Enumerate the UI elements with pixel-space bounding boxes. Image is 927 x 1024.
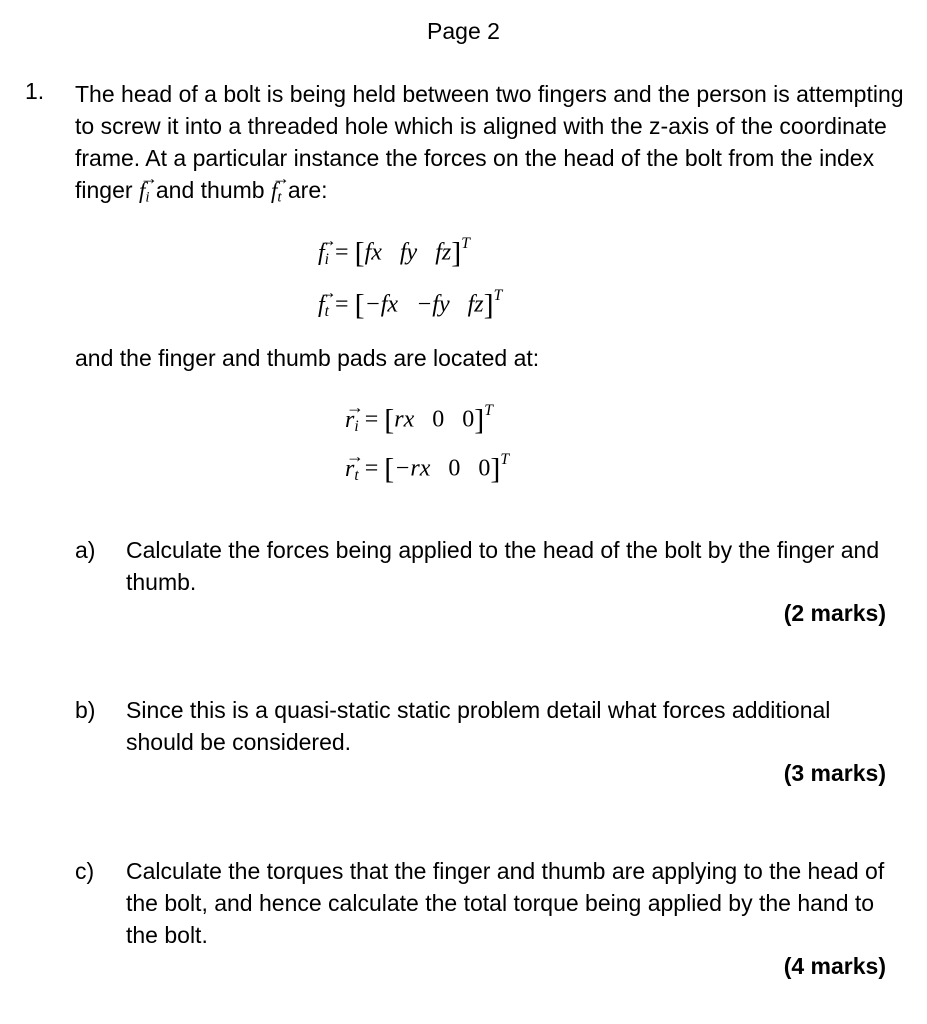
part-b-marks: (3 marks)	[783, 760, 886, 786]
part-b-label: b)	[75, 697, 96, 723]
part-c-label: c)	[75, 858, 95, 884]
part-a-text: Calculate the forces being applied to the head of the bolt by the finger and thumb.	[126, 537, 880, 595]
part-b-text: Since this is a quasi-static static problem detail what forces additional should be considered.	[126, 697, 831, 755]
intro-end: are:	[281, 177, 328, 203]
part-a-label: a)	[75, 537, 96, 563]
question-intro	[75, 78, 905, 214]
part-a-marks: (2 marks)	[783, 600, 886, 626]
part-c-text: Calculate the torques that the finger and thumb are applying to the head of the bolt, and hence calculate the total torque being applied by the hand to the bolt.	[126, 858, 885, 948]
pads-text: and the finger and thumb pads are located at:	[75, 345, 540, 371]
part-c-marks: (4 marks)	[783, 953, 886, 979]
force-equation-index: → $f_i = [fx$ fy fz]$^T$	[318, 228, 470, 276]
position-equation-thumb: → $r_t = [-rx$ 0 0]$^T$	[345, 444, 509, 492]
force-thumb-symbol: → $f_t$	[271, 175, 282, 214]
intro-text: The head of a bolt is being held between two fingers and the person is attempting to screw it into a threaded hole which is aligned with the z-axis of the coordinate frame. At a particular instance the forces on the head of the bolt from the index finger	[75, 81, 904, 203]
question-number: 1.	[25, 78, 45, 104]
force-index-symbol: → $f_i$	[139, 175, 150, 214]
page-title: Page 2	[427, 18, 500, 44]
force-equation-thumb: → $f_t = [-fx$ −fy fz]$^T$	[318, 280, 502, 328]
intro-and: and thumb	[149, 177, 271, 203]
position-equation-index: → $r_i = [rx$ 0 0]$^T$	[345, 395, 493, 443]
